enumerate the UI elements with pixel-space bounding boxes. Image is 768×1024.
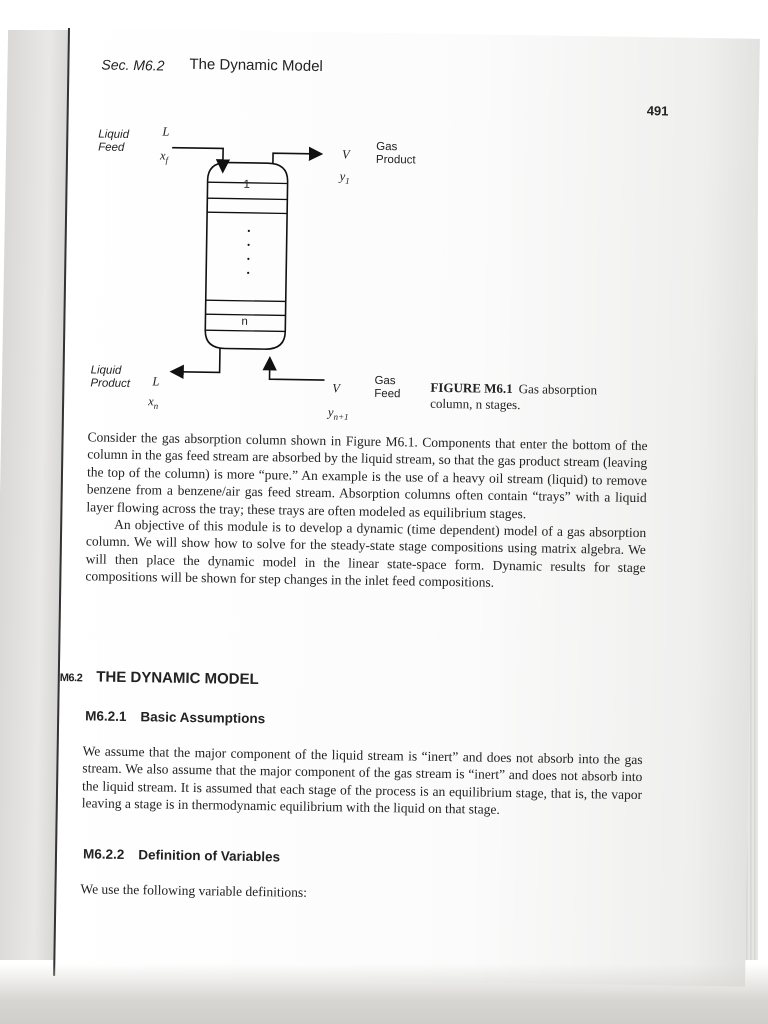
paragraph: We use the following variable definitions: [80,881,308,900]
subsection-title: Definition of Variables [138,847,281,865]
intro-text [85,428,647,593]
liquid-product-label: Liquid Product [90,364,131,391]
page-bottom-shadow [0,964,768,1024]
x-f-label: $x_f$ [159,148,169,166]
section-heading [60,668,259,688]
L-top-label: L [162,124,170,139]
section-number: M6.2 [59,671,83,685]
gas-product-stream [273,153,320,164]
stage-n-label: n [241,315,248,328]
tray-line [205,330,285,331]
figure-caption-text: Gas absorption column, n stages. [430,381,598,413]
section-ref: Sec. M6.2 [101,56,165,74]
ellipsis-dot [247,272,249,274]
stage-1-label: 1 [243,178,251,191]
subsection-heading [85,708,265,726]
subsection-heading [83,846,280,864]
figure-m6-1 [84,88,649,422]
y-1-label: $y_1$ [339,169,350,186]
subsection-number: M6.2.2 [82,846,125,862]
L-bottom-label: L [152,374,160,389]
paragraph: An objective of this module is to develop a dynamic (time dependent) model of a gas absorption column. We will show how to solve for the steady-state stage compositions using matrix algebra. We will then place the dynamic model in the linear state-space form. Dynamic results for stage compositions will be shown for step changes in the inlet feed compositions. [85,516,647,591]
section-title: THE DYNAMIC MODEL [96,668,259,689]
tray-line [207,198,287,199]
book-page [53,28,760,987]
liquid-feed-stream [172,148,223,171]
ellipsis-dot [247,244,249,246]
running-head-section [101,57,164,74]
ellipsis-dot [247,258,249,260]
figure-caption [430,380,640,415]
running-head-title: The Dynamic Model [189,55,323,76]
subsection-title: Basic Assumptions [140,709,266,727]
gas-product-label: Gas Product [375,140,416,167]
subsection-number: M6.2.1 [85,708,127,725]
assumptions-text [82,742,643,820]
V-bottom-label: V [332,381,341,396]
paragraph: We assume that the major component of the liquid stream is “inert” and does not absorb into the gas stream. We also assume that the major component of the gas stream is “inert” and does not absorb into the liquid stream. It is assumed that each stage of the process is an equilibrium stage, that is, the vapor leaving a stage is in thermodynamic equilibrium with the liquid on that stage. [81,743,643,818]
y-n-plus-1-label: $y_{n+1}$ [327,405,349,422]
tray-line [206,300,286,301]
liquid-feed-label: Liquid Feed [98,128,130,154]
ellipsis-dot [248,230,250,232]
x-n-label: $x_n$ [148,394,159,411]
page-number: 491 [646,103,669,119]
paragraph: Consider the gas absorption column shown in Figure M6.1. Components that enter the bottom of the column in the gas feed stream are absorbed by the liquid stream, so that the gas product stream (leaving the top of the column) is more “pure.” An example is the use of a heavy oil stream (liquid) to remove benzene from a benzene/air gas feed stream. Absorption columns often contain “trays” with a liquid layer flowing across the tray; these trays are often modeled as equilibrium stages. [86,429,648,521]
figure-label: FIGURE M6.1 [430,379,513,397]
liquid-product-stream [173,348,220,373]
gas-feed-stream [270,359,325,380]
tray-line [207,212,287,213]
V-top-label: V [341,147,350,162]
definitions-text [80,880,640,906]
gas-feed-label: Gas Feed [374,374,401,401]
